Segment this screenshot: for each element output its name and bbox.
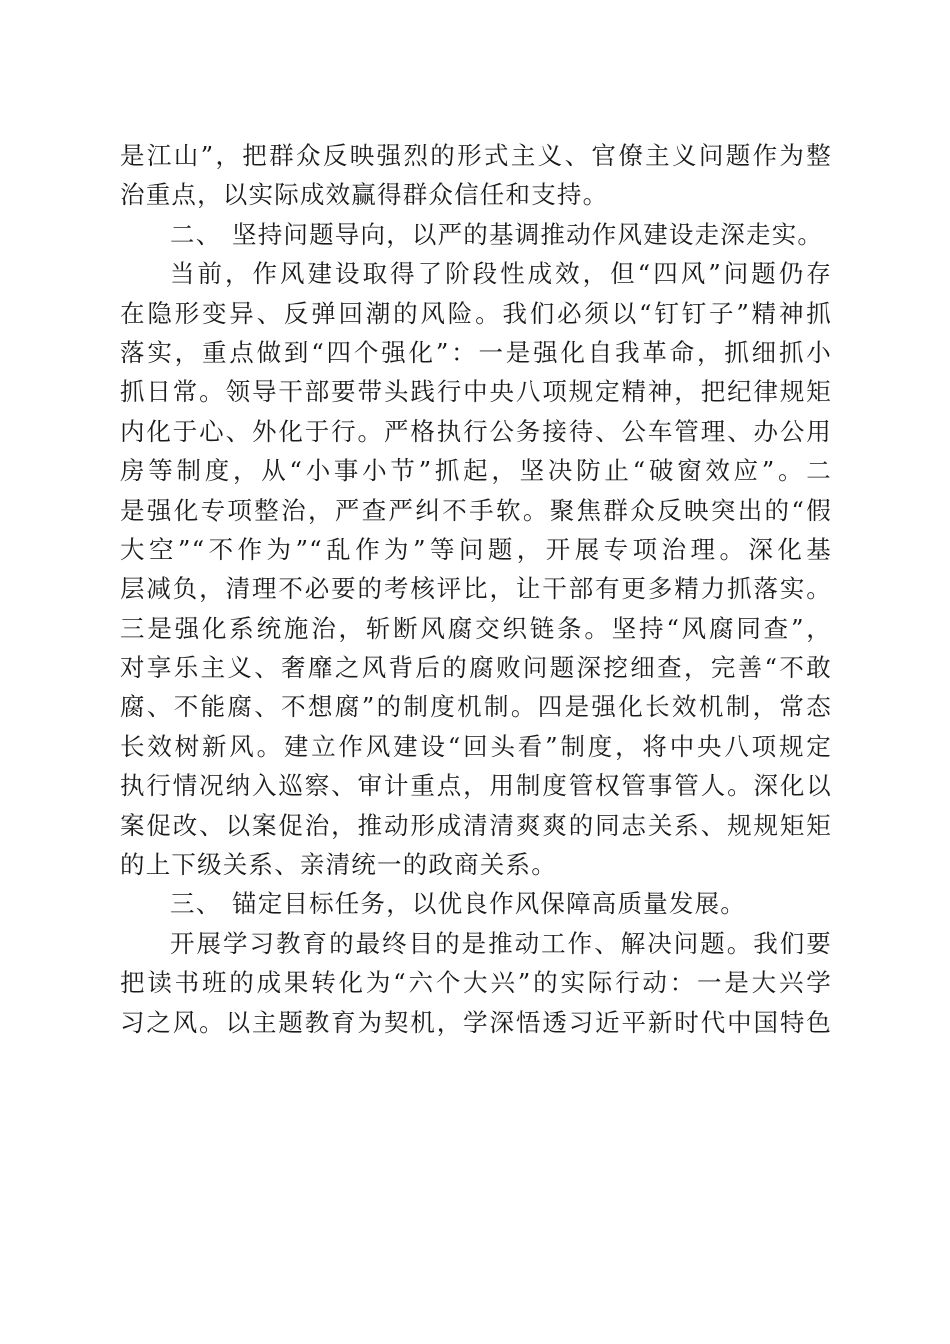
paragraph-line: 案促改、以案促治，推动形成清清爽爽的同志关系、规规矩矩 (120, 810, 832, 840)
paragraph-line: 在隐形变异、反弹回潮的风险。我们必须以“钉钉子”精神抓 (120, 298, 832, 328)
paragraph-line: 房等制度，从“小事小节”抓起，坚决防止“破窗效应”。二 (120, 456, 832, 486)
paragraph-line: 三是强化系统施治，斩断风腐交织链条。坚持“风腐同查”， (120, 613, 832, 643)
paragraph-line: 执行情况纳入巡察、审计重点，用制度管权管事管人。深化以 (120, 771, 832, 801)
section-two-heading (120, 215, 832, 254)
section-two-number: 二、 (170, 219, 222, 249)
section-three-title: 锚定目标任务，以优良作风保障高质量发展。 (232, 889, 746, 919)
paragraph-line: 当前，作风建设取得了阶段性成效，但“四风”问题仍存 (170, 259, 832, 289)
paragraph-line: 是江山”，把群众反映强烈的形式主义、官僚主义问题作为整 (120, 141, 832, 170)
paragraph-line: 开展学习教育的最终目的是推动工作、解决问题。我们要 (170, 928, 832, 958)
paragraph-line: 内化于心、外化于行。严格执行公务接待、公车管理、办公用 (120, 416, 832, 446)
paragraph-line: 抓日常。领导干部要带头践行中央八项规定精神，把纪律规矩 (120, 377, 832, 407)
paragraph-line: 腐、不能腐、不想腐”的制度机制。四是强化长效机制，常态 (120, 692, 832, 722)
paragraph-line: 的上下级关系、亲清统一的政商关系。 (120, 850, 557, 880)
document-body (120, 136, 832, 1042)
paragraph-line: 长效树新风。建立作风建设“回头看”制度，将中央八项规定 (120, 731, 832, 761)
paragraph-line: 对享乐主义、奢靡之风背后的腐败问题深挖细查，完善“不敢 (120, 653, 832, 683)
section-two-title: 坚持问题导向，以严的基调推动作风建设走深走实。 (232, 219, 824, 249)
paragraph-line: 大空”“不作为”“乱作为”等问题，开展专项治理。深化基 (120, 534, 832, 564)
paragraph-line: 是强化专项整治，严查严纠不手软。聚焦群众反映突出的“假 (120, 495, 832, 525)
paragraph-line: 把读书班的成果转化为“六个大兴”的实际行动：一是大兴学 (120, 968, 832, 998)
paragraph-line: 落实，重点做到“四个强化”：一是强化自我革命，抓细抓小 (120, 337, 832, 367)
paragraph-line: 习之风。以主题教育为契机，学深悟透习近平新时代中国特色 (120, 1007, 832, 1037)
section-three-number: 三、 (170, 889, 222, 919)
paragraph-line: 治重点，以实际成效赢得群众信任和支持。 (120, 180, 609, 210)
paragraph-line: 层减负，清理不必要的考核评比，让干部有更多精力抓落实。 (120, 574, 832, 604)
section-three-heading (120, 884, 832, 923)
